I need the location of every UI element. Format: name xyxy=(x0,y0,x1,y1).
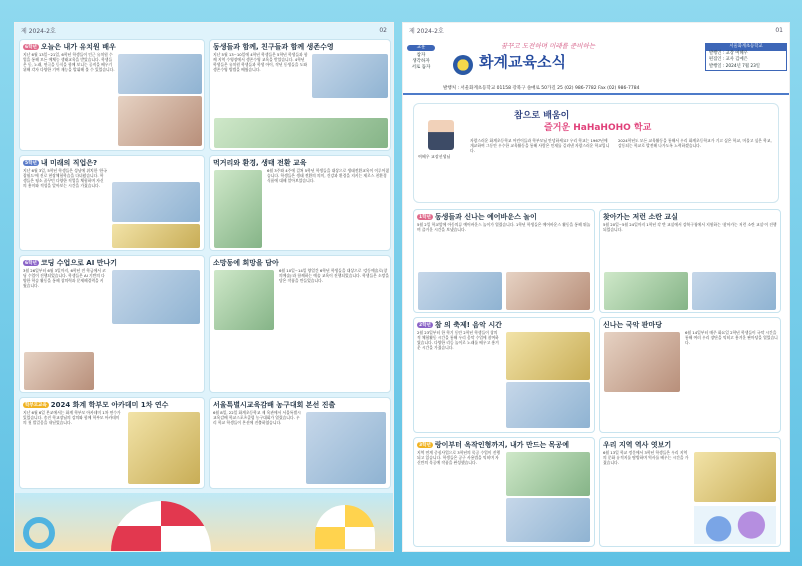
article-photo xyxy=(506,272,590,310)
issue-number: 제 2024-2호 xyxy=(409,27,444,35)
article-photo xyxy=(506,452,590,496)
article-title: 2학년 참 의 축제! 음악 시간 xyxy=(419,321,502,329)
article-title: 우리 지역 역사 엿보기 xyxy=(603,441,672,449)
grade-tag: 6학년 xyxy=(25,45,37,50)
grade-tag: 3학년 xyxy=(419,443,431,448)
newsletter-title: 화계교육소식 xyxy=(479,53,566,71)
right-page xyxy=(402,22,790,552)
hydrangea-illustration xyxy=(694,506,776,544)
article-photo xyxy=(112,224,200,248)
article-card xyxy=(209,397,391,489)
article-title: 1학년 동생들과 신나는 예어바운스 놀이 xyxy=(419,213,537,221)
hero-title: 참으로 배움이 xyxy=(514,111,570,121)
article-title: 동생들과 함께, 친구들과 함께 생존수영 xyxy=(213,43,334,51)
article-photo xyxy=(118,54,202,94)
article-body: 6월 3주와 4주에 걸쳐 5학년 학생들을 대상으로 생태전환교육이 이루어졌습니다. 학생들은 생태 전환의 의미, 건강과 환경을 지키는 제로스 친환경 식품에 대해 알아보았습니다. xyxy=(267,168,389,183)
article-title: 먹거리와 환경, 생태 전환 교육 xyxy=(213,159,307,167)
hero-subtitle: 즐거운 HaHaHOHO 학교 xyxy=(544,123,652,133)
article-title: 신나는 국악 판마당 xyxy=(603,321,662,329)
article-title: 6학년 오늘은 내가 유치원 배우 xyxy=(25,43,116,51)
article-card xyxy=(599,437,781,547)
article-card xyxy=(209,255,391,393)
article-title: 3학년 랑이부터 옥작인형까지, 내가 만드는 목공예 xyxy=(419,441,569,449)
article-photo xyxy=(418,272,502,310)
hero-body-right: 2024학년도 모든 교육활동을 통해서 우리 화계초등학교가 기고 싶은 학교, 머물고 싶은 학교, 감동되는 학교로 발전해 나가도록 노력하겠습니다. xyxy=(618,138,772,148)
article-body: 6월 13일 학교 정문에서 3학년 학생들은 우리 지역의 문화 유적지를 탐방하며 역사를 배우는 시간을 가졌습니다. xyxy=(603,450,689,465)
principal-message xyxy=(413,103,779,203)
article-photo xyxy=(312,54,388,98)
left-page xyxy=(14,22,394,552)
article-photo xyxy=(214,118,388,148)
article-body: 6월 10일~14일 양일간 6학년 학생들을 대상으로 '강동예술로(창의예술)'과 함께하는 예술 교육이 진행되었습니다. 학생들은 소망을 담은 작품을 만들었습니다. xyxy=(279,268,389,283)
article-title: 찾아가는 저런 소란 교실 xyxy=(603,213,678,221)
category-tag: 학부모교육 xyxy=(25,403,47,408)
school-motto: 교훈 참자 생각하자 서로 돕자 xyxy=(407,45,435,71)
article-photo xyxy=(306,412,386,484)
article-body: 2월 23일부터 한 학기 동안 2학년 학생들이 창의적 체험활동 시간을 통해 우리 음악 수업에 참여하였습니다. 다양한 리듬 놀이로 노래를 배우고 흥겨운 시간을 가졌습니다. xyxy=(417,330,499,350)
right-page-header xyxy=(403,23,789,37)
grade-tag: 5학년 xyxy=(25,161,37,166)
article-card xyxy=(413,317,595,433)
hero-body-left: 자랑스러운 화계초등학교 어린이들과 학부모님 안녕하세요? 우리 학교는 1967년에 개교하여 그동안 우수한 교육활동을 통해 사람은 인재를 길러낸 자랑스러운 학교입니다. xyxy=(470,138,610,153)
article-card xyxy=(19,39,205,151)
article-card xyxy=(209,155,391,251)
article-body: 지역 연계 중심사업으로 3학년의 목공 수업이 진행되고 있습니다. 학생들은 공구 사용법을 익히며 자신만의 목공예 작품을 완성했습니다. xyxy=(417,450,501,465)
article-photo xyxy=(604,272,688,310)
article-photo xyxy=(506,382,590,428)
article-photo xyxy=(112,270,200,324)
article-title: 6학년 코딩 수업으로 AI 만나기 xyxy=(25,259,118,267)
article-body: 지난 6월 13일~21일, 6학년 학생들이 인근 유치원 수업을 통해 모든 예체능 생태교육을 받았습니다. 학생들은 동, 노래, 연극을 등식을 함께 보니는 공직을 베우기 위해 각자 다양한 기여 재능을 발휘해 볼 수 있었습니다. xyxy=(23,52,115,72)
issue-number: 제 2024-2호 xyxy=(21,27,56,35)
page-number: 01 xyxy=(775,26,783,34)
article-card xyxy=(599,209,781,313)
page-number: 02 xyxy=(379,26,387,34)
swim-ring-icon xyxy=(23,517,55,549)
article-body: 지난 6월 3일, 5학년 학생들은 성남에 위치한 '한국잡월드'에 진로 현장체험학습을 다녀왔습니다. 학생들은 평소 꿈꾸던 다양한 직업을 체험하며 자신의 흥미와 적성을 알아보는 시간을 가졌습니다. xyxy=(23,168,107,188)
article-card xyxy=(599,317,781,433)
article-title: 5학년 내 미래의 직업은? xyxy=(25,159,98,167)
left-page-header xyxy=(15,23,393,37)
publisher-line: 발행처 : 서울화계초등학교 01158 강북구 솔매로 50가길 25 (02) 986-7782 Fax (02) 986-7784 xyxy=(443,86,640,91)
grade-tag: 1학년 xyxy=(419,215,431,220)
article-photo xyxy=(506,498,590,542)
article-title: 소망동에 희망을 담아 xyxy=(213,259,279,267)
article-photo xyxy=(214,170,262,248)
article-photo xyxy=(128,412,200,484)
school-logo-icon xyxy=(453,55,473,75)
article-body: 지난 6월 6일 본교에서는 화계 학부모 아카데미 1차 연수가 있었습니다. 송진 학교장님의 강의와 함께 학부모 아카데미의 첫 발걸음을 내딛었습니다. xyxy=(23,410,121,425)
article-photo xyxy=(694,452,776,502)
article-photo xyxy=(692,272,776,310)
article-body: 6월 8일, 22일 화계초등학교 제 육관에서 서울특별시교육감배 학교스포츠클럽 농구대회가 열렸습니다. 우리 학교 학생들이 본선에 진출하였습니다. xyxy=(213,410,301,425)
article-photo xyxy=(24,352,94,390)
article-photo xyxy=(604,332,680,392)
article-body: 지난 5월 13~10일에 4학년 학생들은 5학년 학생들과 함께 지역 수영장에서 생존수영 교육을 받았습니다. 4학년 학생들은 유치원 학생들과 학생 아이, 작년 동생들을 도와 생존수영 방법을 배웠습니다. xyxy=(213,52,308,72)
article-photo xyxy=(214,270,274,330)
article-body: 6월 14일부터 매주 화요일 2학년 학생들이 국악 시간을 통해 여러 우리 장단을 익히고 흥겨운 판마당을 열었습니다. xyxy=(685,330,778,345)
article-body: 5월 2일 학교앞에 아동의류 예어바운스 놀이가 열렸습니다. 1학년 학생들은 예어바운스 활동을 통해 뛰놀며 즐거운 시간을 보냈습니다. xyxy=(417,222,591,232)
article-photo xyxy=(506,332,590,380)
article-photo xyxy=(118,96,202,146)
article-card xyxy=(19,255,205,393)
article-card xyxy=(19,397,205,489)
publication-info: 서울화계초등학교 발행인 : 교장 여혜우 편집인 : 교사 김예은 발행일 : 2024년 7월 23일 xyxy=(705,43,787,71)
grade-tag: 2학년 xyxy=(419,323,431,328)
article-title: 학부모교육 2024 화계 학부모 아카데미 1차 연수 xyxy=(25,401,169,409)
article-body: 5월 20일~5월 24일까지 1학년 각 반 교실에서 강북구청에서 지원하는 '찾아가는 저런 소란 교실'이 진행되었습니다. xyxy=(603,222,777,232)
principal-label: 여혜우 교장선생님 xyxy=(418,154,451,159)
article-card xyxy=(413,209,595,313)
grade-tag: 6학년 xyxy=(25,261,37,266)
article-card xyxy=(209,39,391,151)
article-body: 3월 26일부터 6월 3일까지, 6학년 전 학급에서 코딩 수업이 진행되었습니다. 학생들은 AI 기반의 다양한 학습 활동을 통해 창의력과 문제해결력을 키웠습니다. xyxy=(23,268,106,288)
article-card xyxy=(19,155,205,251)
article-card xyxy=(413,437,595,547)
article-title: 서울특별시교육감배 농구대회 본선 진출 xyxy=(213,401,336,409)
principal-photo xyxy=(428,120,454,150)
article-photo xyxy=(112,182,200,222)
masthead xyxy=(403,39,790,95)
slogan: 꿈꾸고 도전하며 미래를 준비하는 xyxy=(501,42,596,50)
